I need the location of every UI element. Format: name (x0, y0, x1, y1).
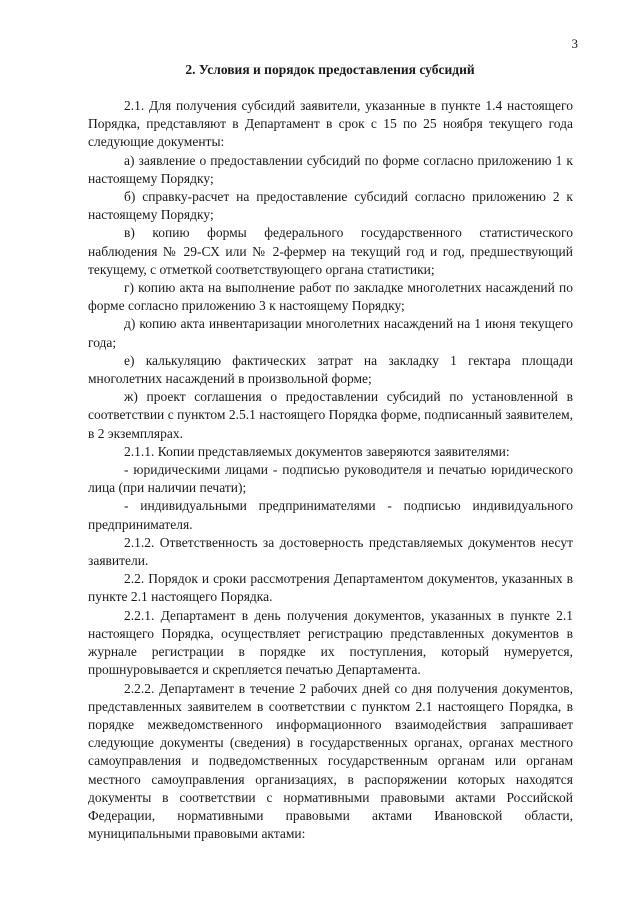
paragraph-2-1-2: 2.1.2. Ответственность за достоверность представляемых документов несут заявители. (88, 534, 573, 569)
document-body (88, 97, 573, 843)
list-item-v: в) копию формы федерального государственного статистического наблюдения № 29-СХ или № 2-фермер на текущий год и год, предшествующий текущему, с отметкой соответствующего органа статистики; (88, 225, 573, 277)
paragraph-2-1: 2.1. Для получения субсидий заявители, указанные в пункте 1.4 настоящего Порядка, представляют в Департамент в срок с 15 по 25 ноября текущего года следующие документы: (88, 98, 573, 150)
list-item-b: б) справку-расчет на предоставление субсидий согласно приложению 2 к настоящему Порядку; (88, 189, 573, 223)
list-item-e: е) калькуляцию фактических затрат на закладку 1 гектара площади многолетних насаждений в произвольной форме; (88, 352, 573, 387)
paragraph-2-2-1: 2.2.1. Департамент в день получения документов, указанных в пункте 2.1 настоящего Порядка, осуществляет регистрацию представленных документов в журнале регистрации в порядке их поступления, который нумеруется, прошнуровывается и скрепляется печатью Департамента. (88, 607, 573, 678)
list-item-g: г) копию акта на выполнение работ по закладке многолетних насаждений по форме согласно приложению 3 к настоящему Порядку; (88, 280, 573, 314)
list-item-d: д) копию акта инвентаризации многолетних насаждений на 1 июня текущего года; (88, 316, 573, 350)
list-item-zh: ж) проект соглашения о предоставлении субсидий по установленной в соответствии с пунктом 2.5.1 настоящего Порядка форме, подписанный заявителем, в 2 экземплярах. (88, 389, 573, 441)
paragraph-2-2: 2.2. Порядок и сроки рассмотрения Департаментом документов, указанных в пункте 2.1 настоящего Порядка. (88, 571, 573, 605)
dash-item-legal-entities: - юридическими лицами - подписью руководителя и печатью юридического лица (при наличии печати); (88, 462, 573, 496)
dash-item-entrepreneurs: - индивидуальными предпринимателями - подписью индивидуального предпринимателя. (88, 498, 573, 532)
paragraph-2-2-2: 2.2.2. Департамент в течение 2 рабочих дней со дня получения документов, представленных заявителем в соответствии с пунктом 2.1 настоящего Порядка, в порядке межведомственного информационного взаимодействия запрашивает следующие документы (сведения) в государственных органах, органах местного самоуправления и подведомственных государственным органам или органам местного самоуправления организациях, в распоряжении которых находятся документы в соответствии с нормативными правовыми актами Российской Федерации, нормативными правовыми актами Ивановской области, муниципальными правовыми актами: (88, 680, 573, 842)
list-item-a: а) заявление о предоставлении субсидий по форме согласно приложению 1 к настоящему Порядку; (88, 152, 573, 186)
page-number: 3 (571, 36, 578, 51)
paragraph-2-1-1: 2.1.1. Копии представляемых документов заверяются заявителями: (124, 443, 510, 459)
section-heading: 2. Условия и порядок предоставления субсидий (185, 62, 475, 77)
